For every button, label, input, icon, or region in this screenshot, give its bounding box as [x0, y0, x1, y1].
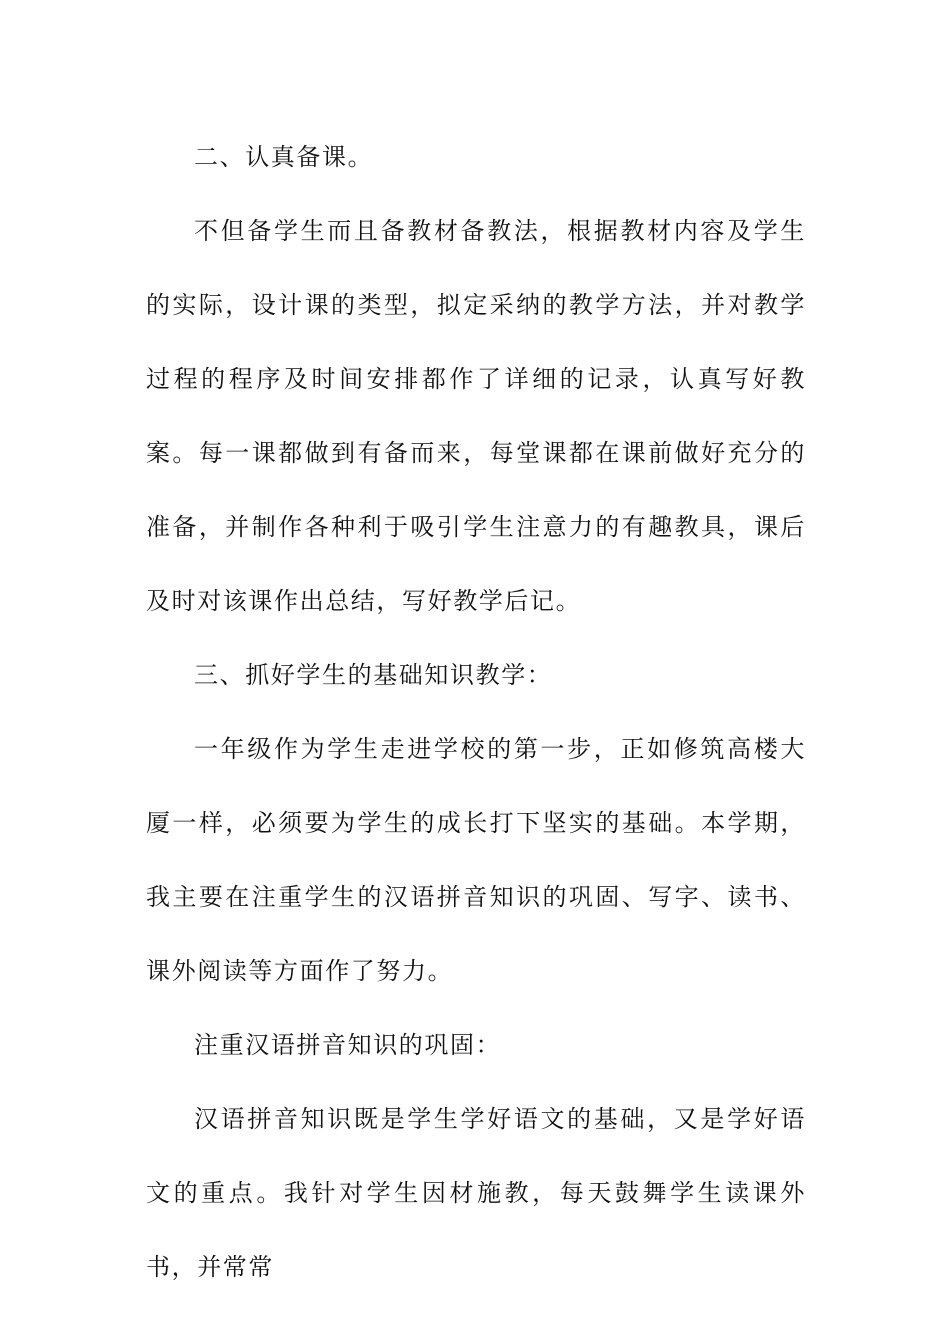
section-heading-basic-knowledge: 三、抓好学生的基础知识教学： [194, 661, 553, 689]
document-body [146, 120, 806, 1304]
paragraph-basic-knowledge: 一年级作为学生走进学校的第一步，正如修筑高楼大厦一样，必须要为学生的成长打下坚实的基础。本学期，我主要在注重学生的汉语拼音知识的巩固、写字、读书、课外阅读等方面作了努力。 [146, 735, 806, 985]
paragraph-pinyin: 汉语拼音知识既是学生学好语文的基础，又是学好语文的重点。我针对学生因材施教，每天鼓舞学生读课外书，并常常 [146, 1105, 806, 1281]
subheading-pinyin: 注重汉语拼音知识的巩固： [194, 1031, 502, 1059]
paragraph-preparation: 不但备学生而且备教材备教法，根据教材内容及学生的实际，设计课的类型，拟定采纳的教学方法，并对教学过程的程序及时间安排都作了详细的记录，认真写好教案。每一课都做到有备而来，每堂课都在课前做好充分的准备，并制作各种利于吸引学生注意力的有趣教具，课后及时对该课作出总结，写好教学后记。 [146, 217, 806, 615]
section-heading-preparation: 二、认真备课。 [194, 143, 374, 171]
